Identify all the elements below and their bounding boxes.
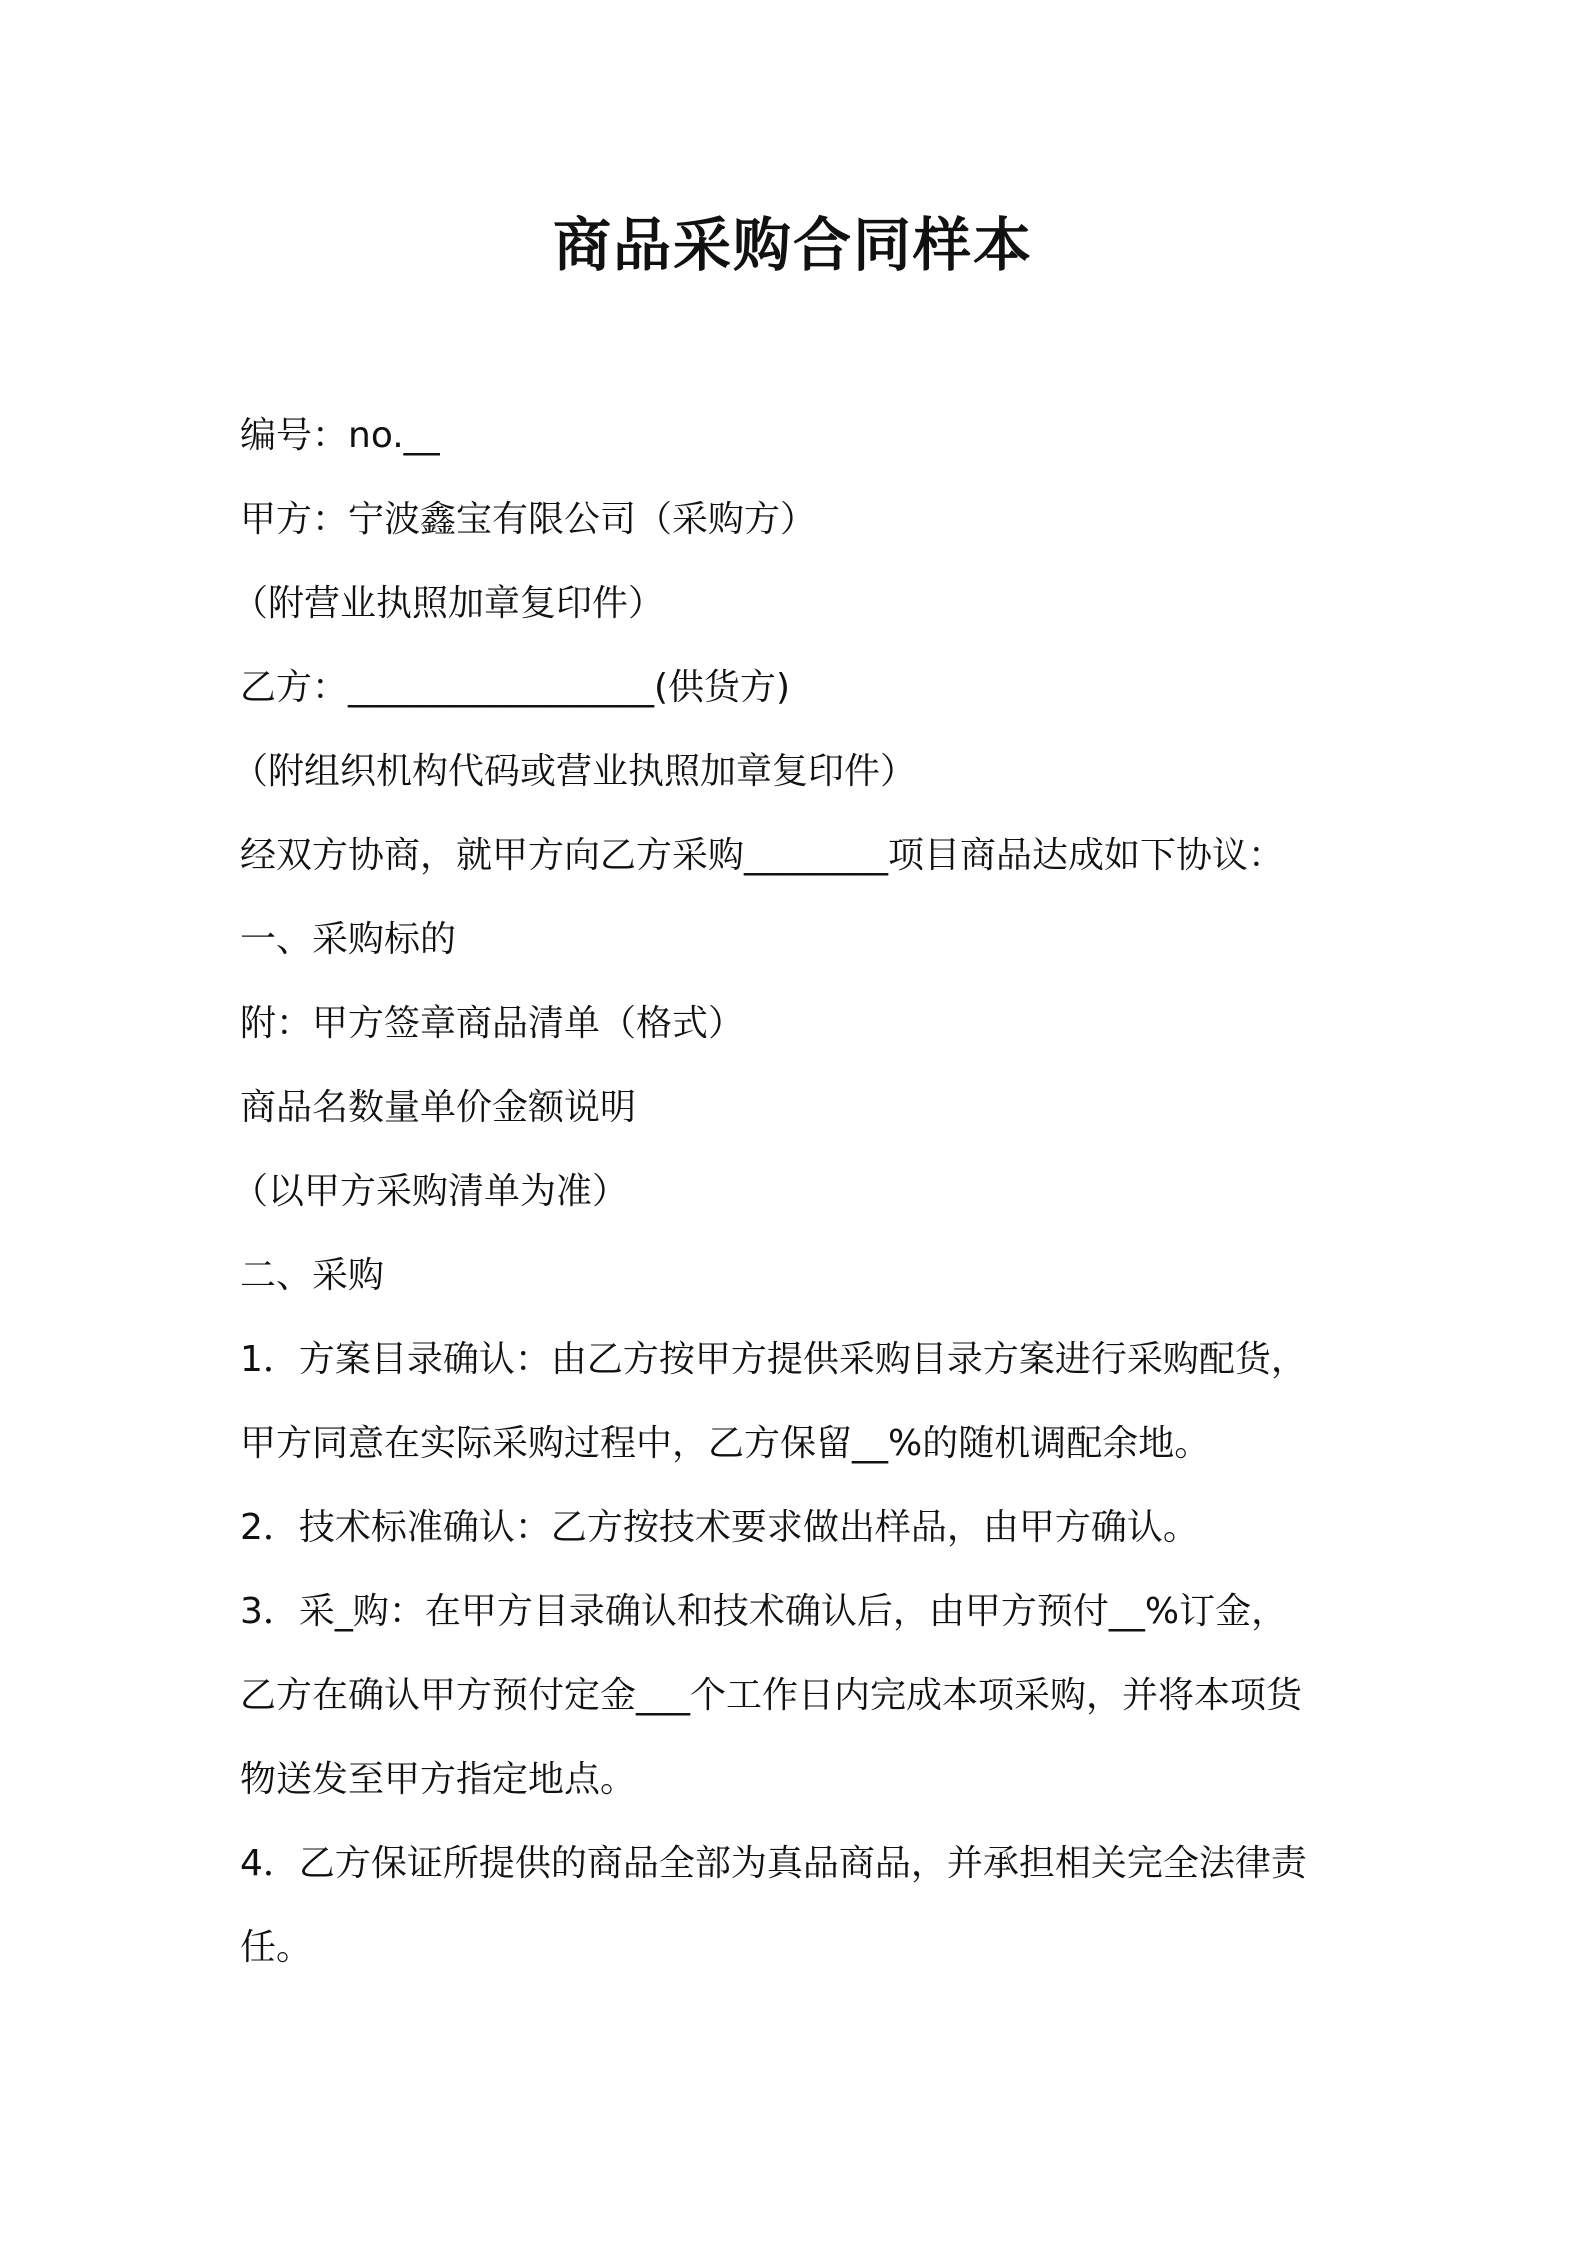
clause-3-line-3: 物送发至甲方指定地点。 <box>240 1759 637 1800</box>
clause-4-line-2: 任。 <box>240 1927 313 1968</box>
party-b-attachment-note: （附组织机构代码或营业执照加章复印件） <box>232 751 917 792</box>
goods-list-columns: 商品名数量单价金额说明 <box>240 1087 637 1128</box>
clause-1-line-2: 甲方同意在实际采购过程中，乙方保留__%的随机调配余地。 <box>240 1423 1211 1464</box>
contract-number: 编号：no.__ <box>240 415 440 456</box>
clause-3-line-1: 3．采_购：在甲方目录确认和技术确认后，由甲方预付__%订金， <box>240 1591 1288 1632</box>
section-heading-1: 一、采购标的 <box>240 919 457 960</box>
goods-list-basis: （以甲方采购清单为准） <box>232 1171 629 1212</box>
clause-2: 2．技术标准确认：乙方按技术要求做出样品，由甲方确认。 <box>240 1507 1199 1548</box>
clause-4-line-1: 4．乙方保证所提供的商品全部为真品商品，并承担相关完全法律责 <box>240 1843 1307 1884</box>
document-title: 商品采购合同样本 <box>552 211 1033 279</box>
party-a: 甲方：宁波鑫宝有限公司（采购方） <box>240 499 817 540</box>
party-b: 乙方：_________________(供货方) <box>240 667 791 708</box>
party-a-attachment-note: （附营业执照加章复印件） <box>232 583 665 624</box>
clause-3-line-2: 乙方在确认甲方预付定金___个工作日内完成本项采购，并将本项货 <box>240 1675 1303 1716</box>
section-heading-2: 二、采购 <box>240 1255 385 1296</box>
agreement-intro: 经双方协商，就甲方向乙方采购________项目商品达成如下协议： <box>240 835 1285 876</box>
clause-1-line-1: 1．方案目录确认：由乙方按甲方提供采购目录方案进行采购配货， <box>240 1339 1307 1380</box>
attachment-list-note: 附：甲方签章商品清单（格式） <box>240 1003 745 1044</box>
